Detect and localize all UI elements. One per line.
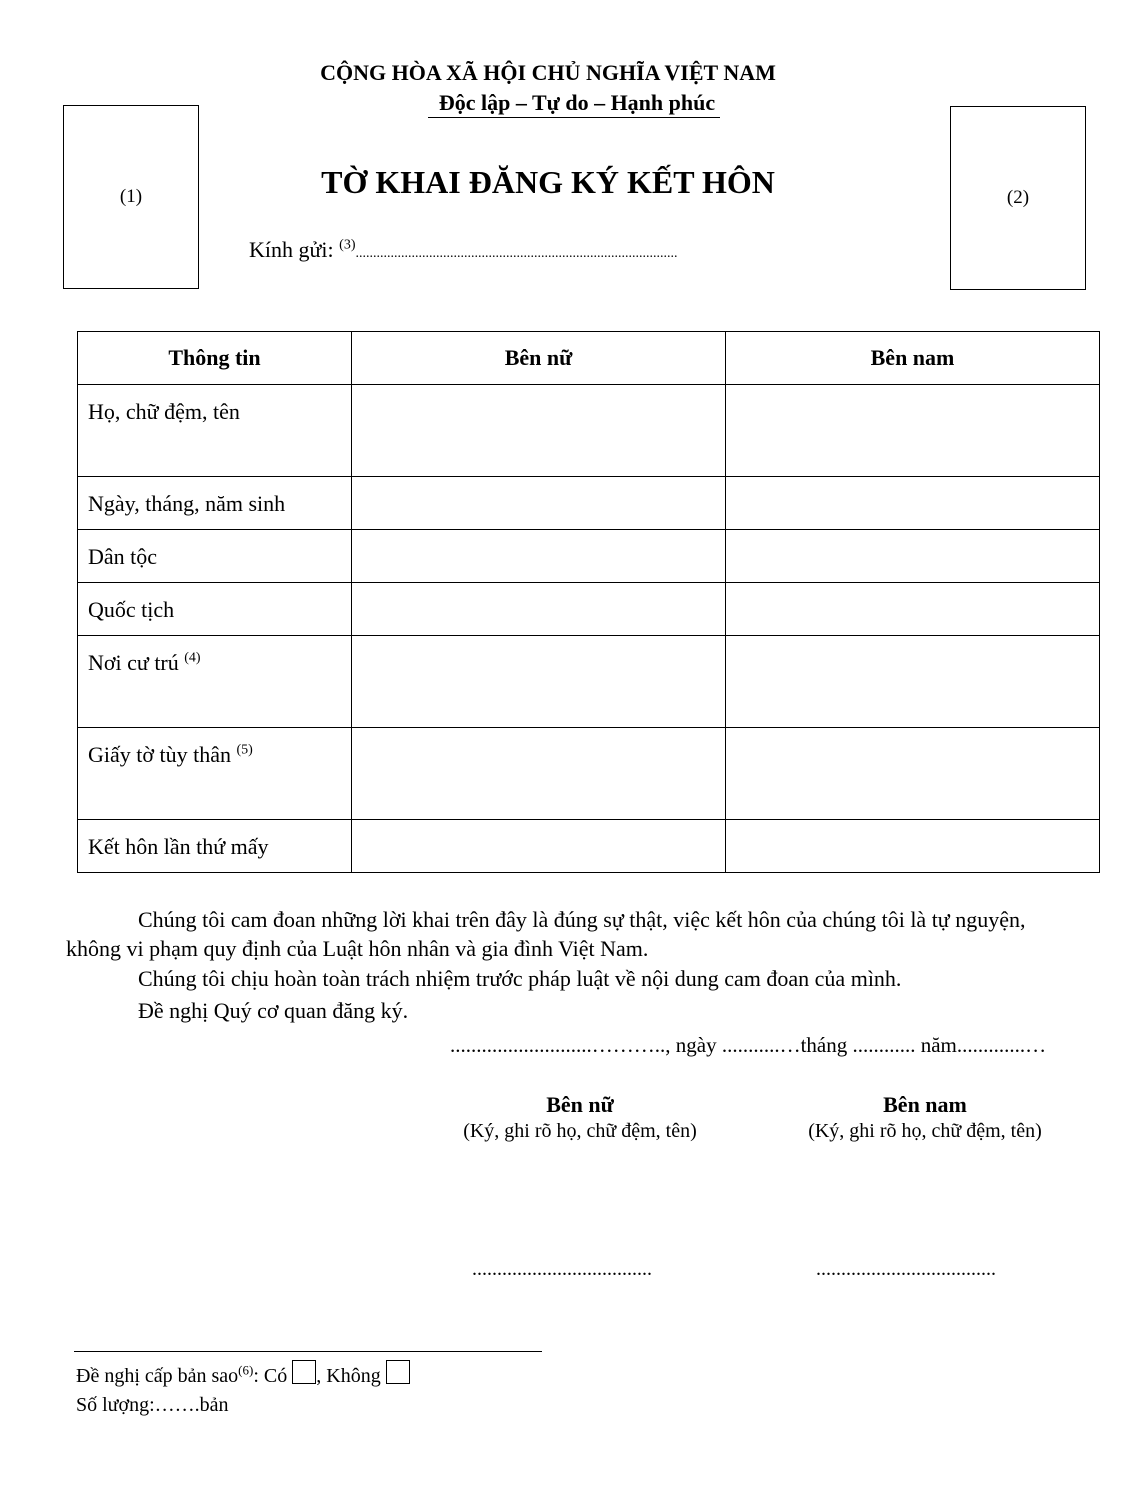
photo-box-right-label: (2): [1006, 187, 1030, 208]
form-title: TỜ KHAI ĐĂNG KÝ KẾT HÔN: [321, 164, 775, 200]
male-residence-cell[interactable]: [726, 636, 1100, 728]
male-dob-cell[interactable]: [726, 477, 1100, 530]
female-signature-sub: (Ký, ghi rõ họ, chữ đệm, tên): [463, 1120, 697, 1142]
declaration-line-3: Chúng tôi chịu hoàn toàn trách nhiệm trước pháp luật về nội dung cam đoan của mình.: [138, 966, 902, 991]
female-nationality-cell[interactable]: [352, 583, 726, 636]
male-id-cell[interactable]: [726, 728, 1100, 820]
copy-quantity[interactable]: Số lượng:…….bản: [76, 1394, 229, 1416]
header-info: Thông tin: [78, 332, 352, 385]
row-label: [78, 530, 352, 583]
recipient-line: [249, 237, 677, 263]
row-label: [78, 385, 352, 477]
table-row: [78, 728, 1100, 820]
header-male: Bên nam: [726, 332, 1100, 385]
row-label-text: Kết hôn lần thứ mấy: [88, 834, 269, 859]
table-row: [78, 820, 1100, 873]
copy-request-line: [76, 1360, 410, 1388]
female-ethnicity-cell[interactable]: [352, 530, 726, 583]
female-signature-title: Bên nữ: [546, 1092, 614, 1117]
row-label: [78, 820, 352, 873]
row-label-text: Quốc tịch: [88, 597, 175, 622]
declaration-line-2: không vi phạm quy định của Luật hôn nhân và gia đình Việt Nam.: [66, 936, 649, 961]
row-label: [78, 636, 352, 728]
table-row: [78, 583, 1100, 636]
row-label-text: Dân tộc: [88, 544, 158, 569]
copy-yes-checkbox[interactable]: [292, 1360, 316, 1384]
photo-box-left-label: (1): [119, 186, 143, 207]
declaration-line-4: Đề nghị Quý cơ quan đăng ký.: [138, 998, 409, 1023]
row-label-text: Giấy tờ tùy thân: [88, 742, 237, 767]
male-name-cell[interactable]: [726, 385, 1100, 477]
male-marriage-count-cell[interactable]: [726, 820, 1100, 873]
table-header-row: [78, 332, 1100, 385]
date-line[interactable]: ...........................……….., ngày ...........…tháng ............ năm.............…: [450, 1033, 1047, 1057]
female-id-cell[interactable]: [352, 728, 726, 820]
female-name-cell[interactable]: [352, 385, 726, 477]
row-label-note: (4): [184, 650, 201, 666]
male-signature-sub: (Ký, ghi rõ họ, chữ đệm, tên): [808, 1120, 1042, 1142]
recipient-note: (3): [339, 237, 356, 253]
motto: Độc lập – Tự do – Hạnh phúc: [438, 90, 716, 115]
nation-header: CỘNG HÒA XÃ HỘI CHỦ NGHĨA VIỆT NAM: [320, 60, 776, 85]
recipient-label: Kính gửi:: [249, 237, 340, 262]
male-ethnicity-cell[interactable]: [726, 530, 1100, 583]
copy-no-label: , Không: [316, 1365, 386, 1387]
row-label-text: Họ, chữ đệm, tên: [88, 399, 240, 424]
female-residence-cell[interactable]: [352, 636, 726, 728]
female-marriage-count-cell[interactable]: [352, 820, 726, 873]
male-nationality-cell[interactable]: [726, 583, 1100, 636]
row-label: [78, 583, 352, 636]
copy-no-checkbox[interactable]: [386, 1360, 410, 1384]
header-female: Bên nữ: [352, 332, 726, 385]
row-label-text: Ngày, tháng, năm sinh: [88, 491, 286, 516]
table-row: [78, 530, 1100, 583]
row-label-text: Nơi cư trú: [88, 650, 185, 675]
declaration-line-1: Chúng tôi cam đoan những lời khai trên đây là đúng sự thật, việc kết hôn của chúng tôi là tự nguyện,: [138, 907, 1026, 932]
copy-yes-label: : Có: [253, 1365, 293, 1387]
male-signature-field[interactable]: ....................................: [816, 1258, 996, 1280]
female-dob-cell[interactable]: [352, 477, 726, 530]
recipient-field[interactable]: ............................................................................................: [355, 246, 678, 261]
copy-request-note: (6): [238, 1362, 254, 1378]
female-signature-field[interactable]: ....................................: [472, 1258, 652, 1280]
copy-request-label: Đề nghị cấp bản sao: [76, 1365, 239, 1387]
motto-underline: [428, 117, 720, 118]
info-table: [77, 331, 1100, 873]
male-signature-title: Bên nam: [883, 1092, 967, 1117]
footer-divider: [74, 1351, 542, 1352]
row-label-note: (5): [236, 742, 253, 758]
table-row: [78, 477, 1100, 530]
row-label: [78, 728, 352, 820]
table-row: [78, 385, 1100, 477]
row-label: [78, 477, 352, 530]
table-row: [78, 636, 1100, 728]
